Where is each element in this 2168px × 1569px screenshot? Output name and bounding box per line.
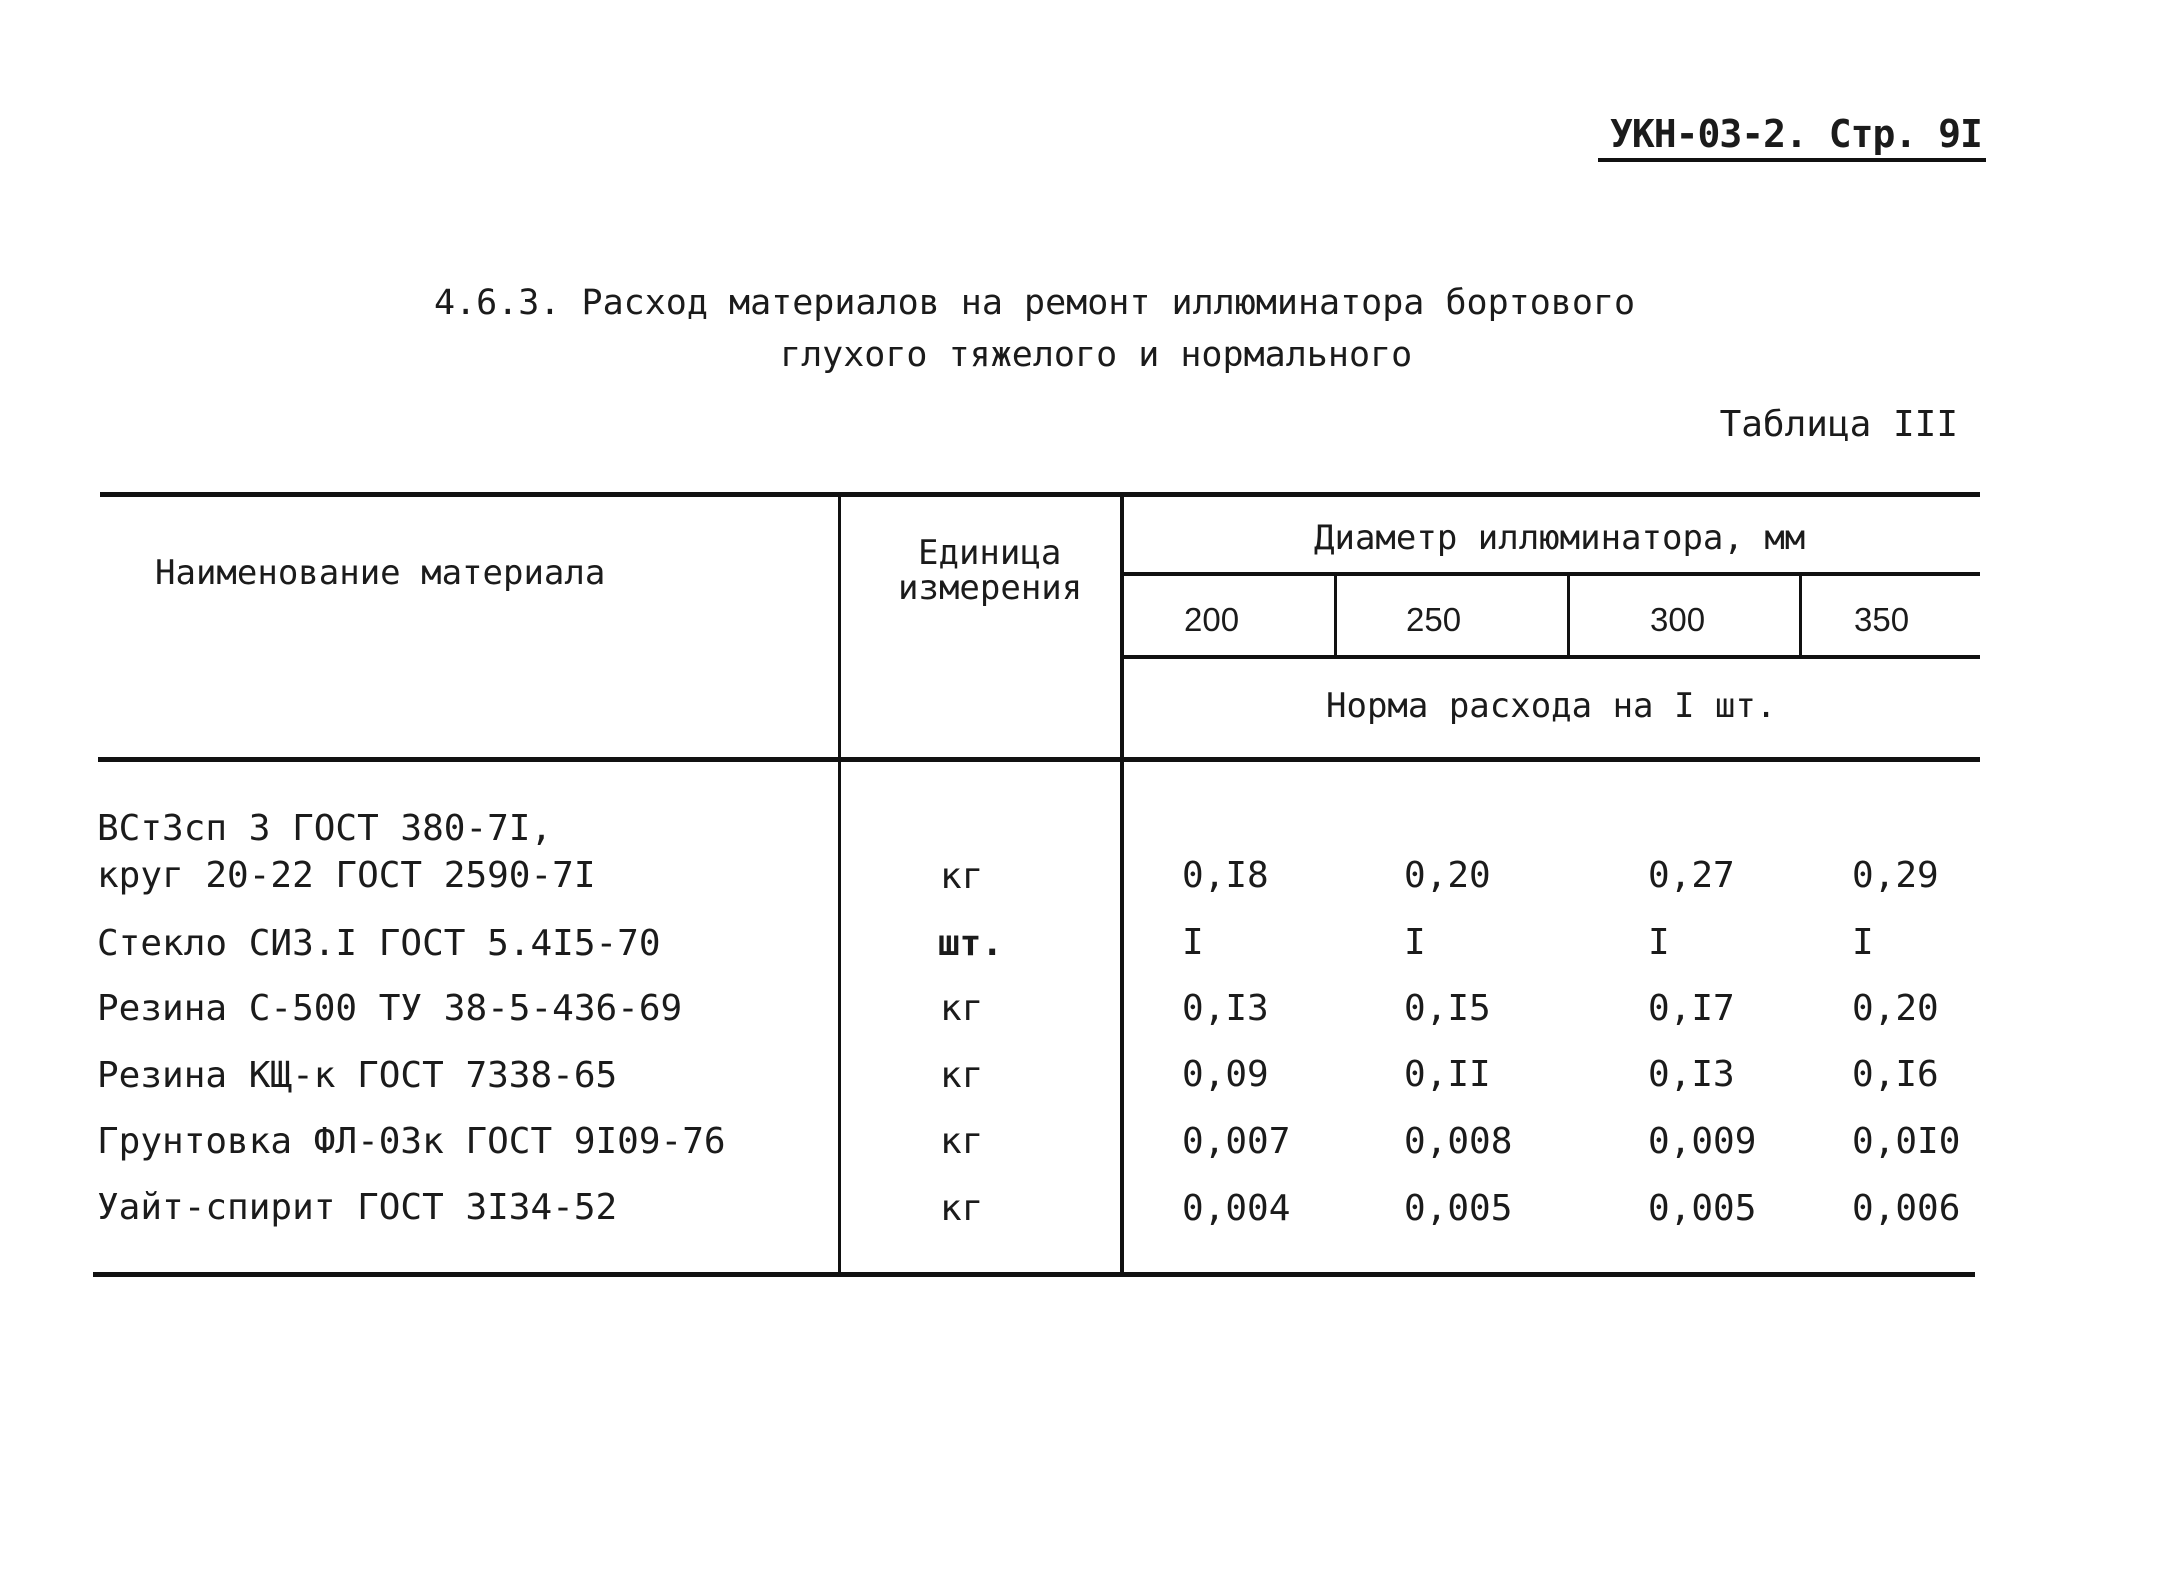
value-cell: 0,20	[1404, 855, 1491, 896]
norm-header: Норма расхода на I шт.	[1326, 686, 1777, 726]
value-cell: 0,I7	[1648, 988, 1735, 1029]
value-cell: 0,09	[1182, 1054, 1269, 1095]
page-header: УКН-03-2. Стр. 9I	[1610, 112, 1982, 156]
diameter-250: 250	[1406, 601, 1462, 638]
material-name: Резина КЩ-к ГОСТ 7338-65	[97, 1055, 618, 1096]
column-divider-unit	[1120, 492, 1124, 1274]
header-bottom-rule	[98, 757, 1980, 762]
value-cell: I	[1182, 922, 1204, 963]
material-header: Наименование материала	[155, 553, 606, 593]
diameter-200: 200	[1184, 601, 1240, 638]
value-cell: 0,I3	[1648, 1054, 1735, 1095]
diameter-300: 300	[1650, 601, 1706, 638]
value-cell: 0,009	[1648, 1121, 1757, 1162]
unit-header-line1: Единица	[918, 533, 1062, 573]
material-name: Резина С-500 ТУ 38-5-436-69	[97, 988, 683, 1029]
value-cell: 0,0I0	[1852, 1121, 1961, 1162]
value-cell: 0,I8	[1182, 855, 1269, 896]
value-cell: 0,007	[1182, 1121, 1291, 1162]
header-rule	[1598, 158, 1986, 162]
diameter-rule	[1122, 572, 1980, 576]
value-cell: 0,27	[1648, 855, 1735, 896]
section-title: 4.6.3. Расход материалов на ремонт иллюминатора бортового	[434, 283, 1636, 323]
value-cell: 0,20	[1852, 988, 1939, 1029]
value-cell: 0,I6	[1852, 1054, 1939, 1095]
unit-cell: кг	[940, 1055, 984, 1096]
value-cell: 0,008	[1404, 1121, 1513, 1162]
unit-cell: кг	[940, 1188, 984, 1229]
value-cell: I	[1648, 922, 1670, 963]
unit-cell: кг	[940, 988, 984, 1029]
material-name: Стекло СИЗ.I ГОСТ 5.4I5-70	[97, 923, 661, 964]
unit-cell: шт.	[938, 923, 1004, 964]
value-cell: 0,I5	[1404, 988, 1491, 1029]
value-cell: 0,004	[1182, 1188, 1291, 1229]
material-name: Грунтовка ФЛ-03к ГОСТ 9I09-76	[97, 1121, 726, 1162]
column-divider-200	[1334, 573, 1337, 657]
value-cell: 0,I3	[1182, 988, 1269, 1029]
unit-cell: кг	[940, 856, 984, 897]
diameter-header: Диаметр иллюминатора, мм	[1314, 518, 1806, 558]
column-divider-300	[1799, 573, 1802, 657]
table-bottom-rule	[93, 1272, 1975, 1277]
value-cell: I	[1852, 922, 1874, 963]
unit-header-line2: измерения	[898, 568, 1083, 608]
value-cell: 0,29	[1852, 855, 1939, 896]
diameter-350: 350	[1854, 601, 1910, 638]
material-name: Уайт-спирит ГОСТ 3I34-52	[97, 1187, 618, 1228]
diameters-rule	[1122, 655, 1980, 659]
column-divider-material	[838, 492, 841, 1274]
table-top-rule	[100, 492, 1980, 497]
unit-cell: кг	[940, 1121, 984, 1162]
section-subtitle: глухого тяжелого и нормального	[780, 335, 1413, 375]
value-cell: 0,005	[1404, 1188, 1513, 1229]
value-cell: 0,005	[1648, 1188, 1757, 1229]
material-name: круг 20-22 ГОСТ 2590-7I	[97, 855, 596, 896]
value-cell: I	[1404, 922, 1426, 963]
column-divider-250	[1567, 573, 1570, 657]
material-name: ВСт3сп 3 ГОСТ 380-7I,	[97, 808, 553, 849]
value-cell: 0,II	[1404, 1054, 1491, 1095]
table-label: Таблица III	[1719, 404, 1958, 445]
value-cell: 0,006	[1852, 1188, 1961, 1229]
